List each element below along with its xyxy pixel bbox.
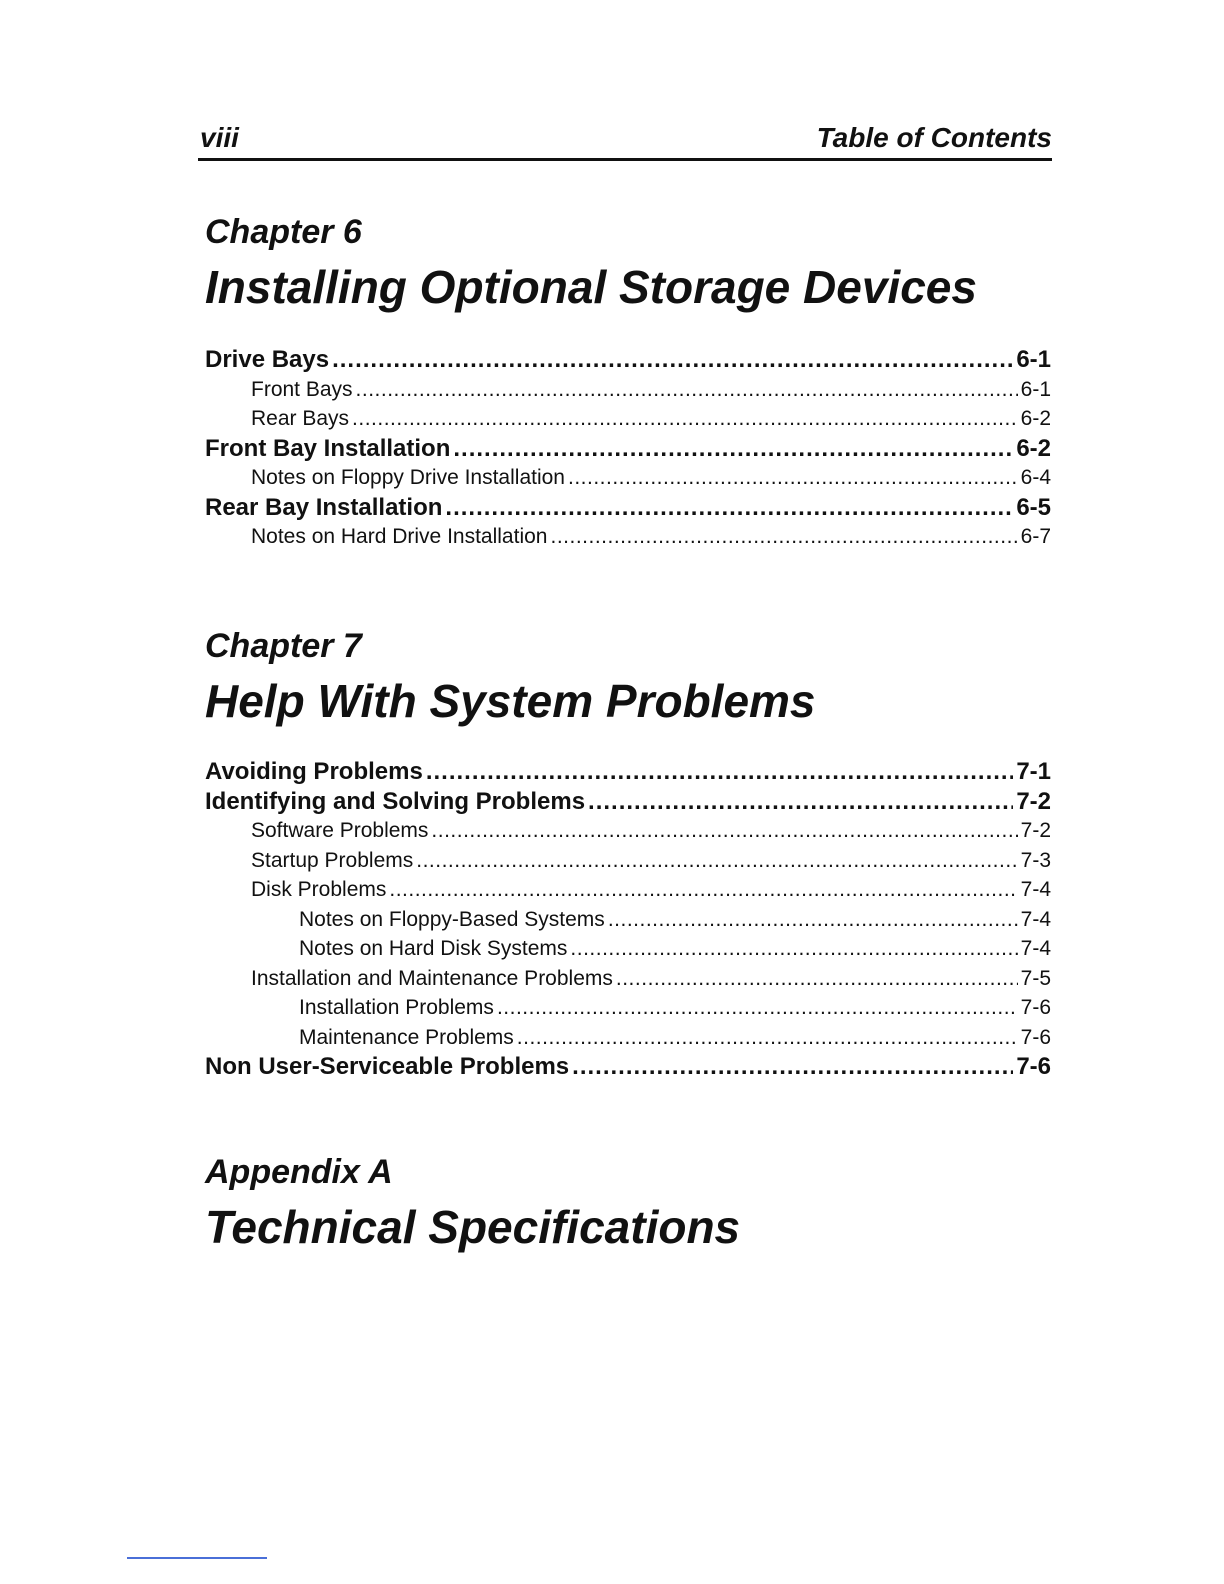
chapter-title: Help With System Problems bbox=[205, 675, 816, 727]
toc-dot-leader bbox=[497, 993, 1018, 1023]
toc-dot-leader bbox=[352, 404, 1018, 434]
page-number: viii bbox=[200, 122, 239, 153]
toc-dot-leader bbox=[416, 846, 1017, 876]
chapter-7-heading bbox=[205, 626, 1051, 730]
toc-entry bbox=[205, 875, 1051, 905]
toc-dot-leader bbox=[517, 1023, 1018, 1053]
toc-dot-leader bbox=[616, 964, 1018, 994]
toc-entry bbox=[205, 757, 1051, 787]
footer-rule bbox=[127, 1557, 267, 1559]
toc-entry bbox=[205, 1023, 1051, 1053]
toc-dot-leader bbox=[431, 816, 1017, 846]
chapter-6-toc bbox=[205, 345, 1051, 552]
toc-entry-title: Avoiding Problems bbox=[205, 758, 423, 785]
toc-entry bbox=[205, 816, 1051, 846]
toc-entry-page: 7-4 bbox=[1020, 878, 1051, 901]
toc-entry-title: Rear Bay Installation bbox=[205, 493, 443, 521]
chapter-label: Appendix A bbox=[205, 1153, 393, 1191]
toc-entry-title: Notes on Floppy Drive Installation bbox=[251, 466, 565, 489]
toc-dot-leader bbox=[588, 787, 1013, 817]
toc-dot-leader bbox=[608, 905, 1018, 935]
toc-entry-page: 7-2 bbox=[1016, 787, 1051, 815]
toc-entry bbox=[205, 493, 1051, 523]
toc-entry-title: Startup Problems bbox=[251, 848, 414, 872]
toc-entry-title: Maintenance Problems bbox=[299, 1025, 514, 1049]
toc-entry bbox=[205, 434, 1051, 464]
running-header-title: Table of Contents bbox=[816, 122, 1052, 153]
toc-entry bbox=[205, 964, 1051, 994]
toc-entry-page: 6-5 bbox=[1016, 493, 1051, 521]
appendix-a-heading bbox=[205, 1152, 1051, 1256]
toc-entry-page: 6-1 bbox=[1016, 346, 1051, 373]
toc-dot-leader bbox=[568, 463, 1018, 493]
toc-entry-page: 7-1 bbox=[1016, 758, 1051, 785]
toc-entry-title: Rear Bays bbox=[251, 407, 350, 430]
toc-entry-page: 6-7 bbox=[1020, 525, 1051, 548]
toc-dot-leader bbox=[445, 493, 1013, 523]
toc-entry-page: 7-6 bbox=[1020, 996, 1051, 1019]
chapter-6-heading bbox=[205, 212, 1051, 316]
chapter-title: Installing Optional Storage Devices bbox=[205, 261, 977, 313]
toc-entry-page: 6-2 bbox=[1020, 407, 1051, 430]
toc-entry bbox=[205, 905, 1051, 935]
toc-entry-page: 7-2 bbox=[1020, 819, 1051, 842]
toc-dot-leader bbox=[356, 375, 1018, 405]
toc-entry bbox=[205, 846, 1051, 876]
toc-entry bbox=[205, 404, 1051, 434]
toc-entry-title: Installation and Maintenance Problems bbox=[251, 966, 613, 990]
toc-entry bbox=[205, 1052, 1051, 1082]
toc-entry-page: 7-4 bbox=[1020, 907, 1051, 931]
toc-entry-page: 6-4 bbox=[1020, 466, 1051, 489]
chapter-7-toc bbox=[205, 757, 1051, 1082]
toc-entry-title: Identifying and Solving Problems bbox=[205, 787, 586, 815]
toc-entry-title: Drive Bays bbox=[205, 346, 330, 373]
toc-entry bbox=[205, 345, 1051, 375]
toc-entry-title: Notes on Hard Drive Installation bbox=[251, 525, 548, 548]
toc-dot-leader bbox=[572, 1052, 1013, 1082]
toc-entry bbox=[205, 375, 1051, 405]
toc-entry bbox=[205, 463, 1051, 493]
toc-entry-page: 6-2 bbox=[1016, 434, 1051, 462]
toc-entry bbox=[205, 934, 1051, 964]
toc-dot-leader bbox=[453, 434, 1013, 464]
page-header bbox=[198, 120, 1052, 161]
toc-entry-page: 7-4 bbox=[1020, 937, 1051, 960]
toc-entry-title: Notes on Hard Disk Systems bbox=[299, 937, 568, 960]
toc-entry-title: Notes on Floppy-Based Systems bbox=[299, 907, 605, 931]
toc-dot-leader bbox=[570, 934, 1017, 964]
toc-dot-leader bbox=[389, 875, 1017, 905]
chapter-label: Chapter 6 bbox=[205, 213, 362, 251]
toc-entry-page: 6-1 bbox=[1020, 377, 1051, 401]
toc-entry-page: 7-3 bbox=[1020, 848, 1051, 872]
toc-entry-title: Front Bay Installation bbox=[205, 434, 451, 462]
toc-entry-title: Non User-Serviceable Problems bbox=[205, 1053, 570, 1080]
chapter-label: Chapter 7 bbox=[205, 627, 362, 665]
toc-entry-title: Installation Problems bbox=[299, 996, 494, 1019]
toc-entry-page: 7-6 bbox=[1016, 1053, 1051, 1080]
toc-entry-title: Software Problems bbox=[251, 819, 429, 842]
toc-dot-leader bbox=[426, 757, 1014, 787]
toc-entry bbox=[205, 787, 1051, 817]
toc-entry-page: 7-5 bbox=[1020, 966, 1051, 990]
toc-entry-page: 7-6 bbox=[1020, 1025, 1051, 1049]
toc-entry bbox=[205, 993, 1051, 1023]
toc-dot-leader bbox=[332, 345, 1013, 375]
toc-entry-title: Front Bays bbox=[251, 377, 353, 401]
toc-entry bbox=[205, 522, 1051, 552]
toc-entry-title: Disk Problems bbox=[251, 878, 387, 901]
chapter-title: Technical Specifications bbox=[205, 1201, 741, 1253]
toc-dot-leader bbox=[550, 522, 1017, 552]
